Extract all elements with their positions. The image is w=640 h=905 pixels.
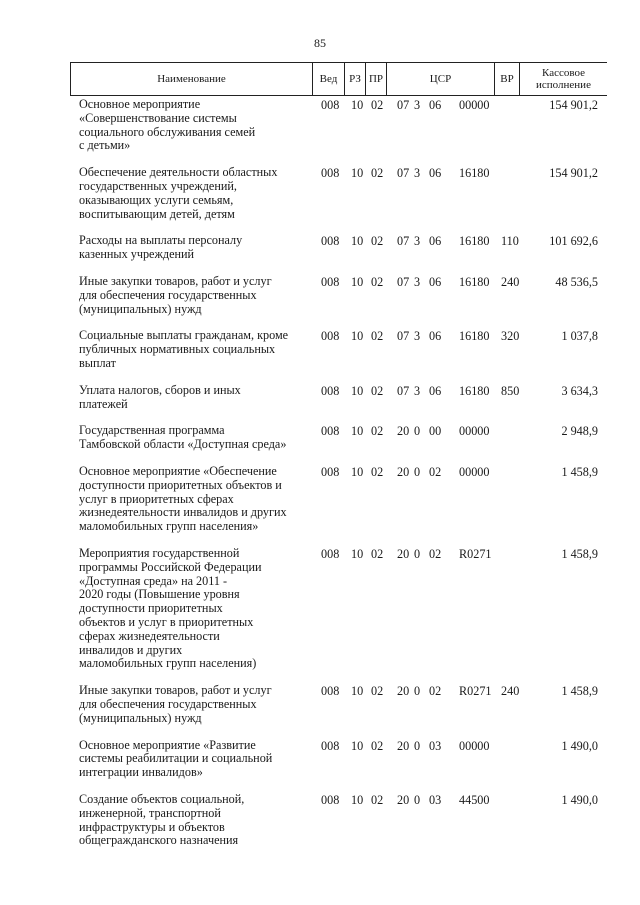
table-row: [0, 384, 640, 412]
row-csr-direction: 16180: [459, 383, 490, 398]
row-rz: 10: [351, 738, 364, 753]
row-amount: 154 901,2: [549, 166, 598, 181]
row-ved: 008: [321, 793, 340, 807]
row-csr-direction: 00000: [459, 465, 490, 479]
row-csr-direction: 16180: [459, 234, 490, 249]
row-name-line: жизнедеятельности инвалидов и других: [79, 505, 287, 520]
row-ved: 008: [321, 98, 340, 112]
row-amount: 1 458,9: [561, 684, 598, 699]
row-csr-subprogram: 3: [414, 234, 421, 249]
row-csr-event: 06: [429, 275, 442, 289]
row-csr-subprogram: 3: [414, 166, 421, 181]
row-name-line: (муниципальных) нужд: [79, 301, 202, 316]
row-name-line: Тамбовской области «Доступная среда»: [79, 437, 287, 452]
row-name: [79, 234, 299, 262]
row-pr: 02: [371, 166, 384, 181]
table-row: [0, 275, 640, 316]
row-name-line: с детьми»: [79, 138, 131, 153]
row-amount: 1 490,0: [561, 793, 598, 807]
row-csr-event: 06: [429, 234, 442, 249]
row-csr-program: 07: [397, 383, 410, 398]
row-pr: 02: [371, 98, 384, 112]
row-name: [79, 98, 299, 153]
row-name-line: Основное мероприятие: [79, 97, 201, 111]
row-pr: 02: [371, 234, 384, 249]
row-name-line: системы реабилитации и социальной: [79, 751, 273, 766]
row-ved: 008: [321, 465, 340, 479]
table-row: [0, 98, 640, 153]
row-ved: 008: [321, 547, 340, 561]
row-csr-event: 06: [429, 383, 442, 398]
row-csr-program: 20: [397, 465, 410, 479]
row-pr: 02: [371, 793, 384, 807]
row-csr-subprogram: 3: [414, 98, 421, 112]
table-row: [0, 329, 640, 370]
table-row: [0, 547, 640, 671]
row-rz: 10: [351, 234, 364, 249]
row-csr-event: 06: [429, 98, 442, 112]
row-name: [79, 547, 299, 671]
row-name-line: интеграции инвалидов»: [79, 765, 203, 780]
row-ved: 008: [321, 166, 340, 181]
row-name-line: (муниципальных) нужд: [79, 710, 202, 725]
row-name-line: Иные закупки товаров, работ и услуг: [79, 274, 272, 288]
row-name-line: Уплата налогов, сборов и иных: [79, 382, 241, 397]
row-rz: 10: [351, 684, 364, 699]
row-csr-event: 06: [429, 166, 442, 181]
row-pr: 02: [371, 275, 384, 289]
row-csr-subprogram: 0: [414, 547, 421, 561]
row-amount: 1 490,0: [561, 738, 598, 753]
header-csr: ЦСР: [387, 63, 495, 95]
header-rz: РЗ: [345, 63, 366, 95]
row-pr: 02: [371, 329, 384, 344]
row-name-line: Расходы на выплаты персоналу: [79, 233, 243, 248]
table-row: [0, 793, 640, 848]
row-csr-subprogram: 3: [414, 275, 421, 289]
row-csr-event: 00: [429, 424, 442, 439]
row-name: [79, 684, 299, 725]
row-vr: 320: [501, 329, 520, 344]
row-csr-subprogram: 3: [414, 383, 421, 398]
table-row: [0, 465, 640, 534]
row-rz: 10: [351, 465, 364, 479]
row-csr-event: 03: [429, 793, 442, 807]
row-amount: 3 634,3: [561, 383, 598, 398]
row-name: [79, 424, 299, 452]
table-row: [0, 166, 640, 221]
row-csr-direction: R0271: [459, 684, 492, 699]
row-name-line: Иные закупки товаров, работ и услуг: [79, 683, 272, 698]
row-name-line: 2020 годы (Повышение уровня: [79, 587, 240, 602]
row-rz: 10: [351, 547, 364, 561]
row-name-line: для обеспечения государственных: [79, 287, 257, 302]
row-ved: 008: [321, 424, 340, 439]
row-vr: 110: [501, 234, 519, 249]
row-ved: 008: [321, 234, 340, 249]
row-csr-subprogram: 0: [414, 738, 421, 753]
row-name-line: доступности приоритетных: [79, 601, 223, 616]
row-ved: 008: [321, 275, 340, 289]
row-name-line: социального обслуживания семей: [79, 124, 256, 139]
row-name: [79, 166, 299, 221]
row-csr-subprogram: 0: [414, 424, 421, 439]
row-name-line: для обеспечения государственных: [79, 696, 257, 711]
row-csr-program: 07: [397, 234, 410, 249]
row-name-line: воспитывающим детей, детям: [79, 206, 235, 221]
row-name-line: сферах жизнедеятельности: [79, 628, 220, 643]
row-pr: 02: [371, 465, 384, 479]
row-name-line: Государственная программа: [79, 423, 225, 438]
row-csr-event: 02: [429, 547, 442, 561]
row-csr-program: 20: [397, 793, 410, 807]
row-csr-subprogram: 0: [414, 465, 421, 479]
row-csr-program: 20: [397, 547, 410, 561]
row-name-line: выплат: [79, 355, 116, 370]
row-name-line: маломобильных групп населения): [79, 656, 257, 671]
row-csr-event: 02: [429, 684, 442, 699]
row-csr-program: 07: [397, 166, 410, 181]
row-name-line: Обеспечение деятельности областных: [79, 165, 278, 180]
row-name-line: «Совершенствование системы: [79, 110, 237, 125]
row-vr: 240: [501, 275, 520, 289]
row-name-line: общегражданского назначения: [79, 833, 239, 848]
row-name-line: программы Российской Федерации: [79, 559, 262, 574]
table-row: [0, 739, 640, 780]
row-pr: 02: [371, 738, 384, 753]
row-name: [79, 465, 299, 534]
row-csr-program: 20: [397, 684, 410, 699]
row-name-line: инфраструктуры и объектов: [79, 819, 225, 834]
row-name-line: инженерной, транспортной: [79, 805, 221, 820]
row-name: [79, 384, 299, 412]
header-pr: ПР: [366, 63, 387, 95]
row-csr-event: 02: [429, 465, 442, 479]
row-name: [79, 739, 299, 780]
row-pr: 02: [371, 383, 384, 398]
row-name-line: государственных учреждений,: [79, 178, 237, 193]
header-vr: ВР: [495, 63, 520, 95]
header-amount-line2: исполнение: [536, 79, 591, 91]
row-amount: 1 037,8: [561, 329, 598, 344]
row-csr-direction: 16180: [459, 329, 490, 344]
row-csr-direction: R0271: [459, 547, 492, 561]
row-csr-event: 03: [429, 738, 442, 753]
row-name: [79, 275, 299, 316]
row-csr-direction: 00000: [459, 424, 490, 439]
row-rz: 10: [351, 98, 364, 112]
row-rz: 10: [351, 424, 364, 439]
row-name-line: оказывающих услуги семьям,: [79, 192, 234, 207]
row-name: [79, 793, 299, 848]
row-amount: 101 692,6: [549, 234, 598, 249]
header-amount-line1: Кассовое: [542, 67, 585, 79]
row-name-line: объектов и услуг в приоритетных: [79, 614, 254, 629]
row-csr-direction: 16180: [459, 166, 490, 181]
row-csr-subprogram: 0: [414, 684, 421, 699]
row-ved: 008: [321, 329, 340, 344]
row-pr: 02: [371, 684, 384, 699]
row-vr: 240: [501, 684, 520, 699]
row-name-line: Основное мероприятие «Обеспечение: [79, 464, 277, 478]
header-amount: [520, 63, 607, 95]
row-ved: 008: [321, 684, 340, 699]
row-rz: 10: [351, 383, 364, 398]
row-pr: 02: [371, 424, 384, 439]
table-header: [70, 62, 607, 96]
row-name-line: доступности приоритетных объектов и: [79, 477, 282, 492]
row-csr-direction: 00000: [459, 98, 490, 112]
row-name-line: публичных нормативных социальных: [79, 342, 276, 357]
row-name-line: инвалидов и других: [79, 642, 183, 657]
row-amount: 1 458,9: [561, 547, 598, 561]
row-csr-direction: 44500: [459, 793, 490, 807]
row-rz: 10: [351, 275, 364, 289]
row-csr-program: 20: [397, 738, 410, 753]
row-amount: 48 536,5: [555, 275, 598, 289]
row-amount: 2 948,9: [561, 424, 598, 439]
row-name-line: казенных учреждений: [79, 247, 195, 262]
row-name-line: Создание объектов социальной,: [79, 792, 245, 806]
row-name-line: услуг в приоритетных сферах: [79, 491, 234, 506]
row-rz: 10: [351, 329, 364, 344]
row-name-line: Социальные выплаты гражданам, кроме: [79, 328, 289, 343]
row-pr: 02: [371, 547, 384, 561]
row-name-line: Основное мероприятие «Развитие: [79, 737, 256, 752]
row-amount: 1 458,9: [561, 465, 598, 479]
row-csr-direction: 16180: [459, 275, 490, 289]
table-row: [0, 234, 640, 262]
row-name-line: платежей: [79, 396, 128, 411]
row-ved: 008: [321, 738, 340, 753]
row-csr-program: 07: [397, 329, 410, 344]
table-row: [0, 684, 640, 725]
row-csr-subprogram: 3: [414, 329, 421, 344]
row-csr-program: 07: [397, 98, 410, 112]
row-name: [79, 329, 299, 370]
header-name: Наименование: [71, 63, 313, 95]
header-ved: Вед: [313, 63, 345, 95]
row-csr-program: 20: [397, 424, 410, 439]
row-name-line: маломобильных групп населения»: [79, 519, 259, 534]
row-name-line: Мероприятия государственной: [79, 546, 240, 560]
row-amount: 154 901,2: [549, 98, 598, 112]
row-csr-event: 06: [429, 329, 442, 344]
row-name-line: «Доступная среда» на 2011 -: [79, 573, 228, 588]
row-ved: 008: [321, 383, 340, 398]
row-csr-direction: 00000: [459, 738, 490, 753]
row-csr-program: 07: [397, 275, 410, 289]
row-rz: 10: [351, 793, 364, 807]
row-vr: 850: [501, 383, 520, 398]
page-number: 85: [314, 36, 326, 50]
table-row: [0, 424, 640, 452]
row-rz: 10: [351, 166, 364, 181]
row-csr-subprogram: 0: [414, 793, 421, 807]
